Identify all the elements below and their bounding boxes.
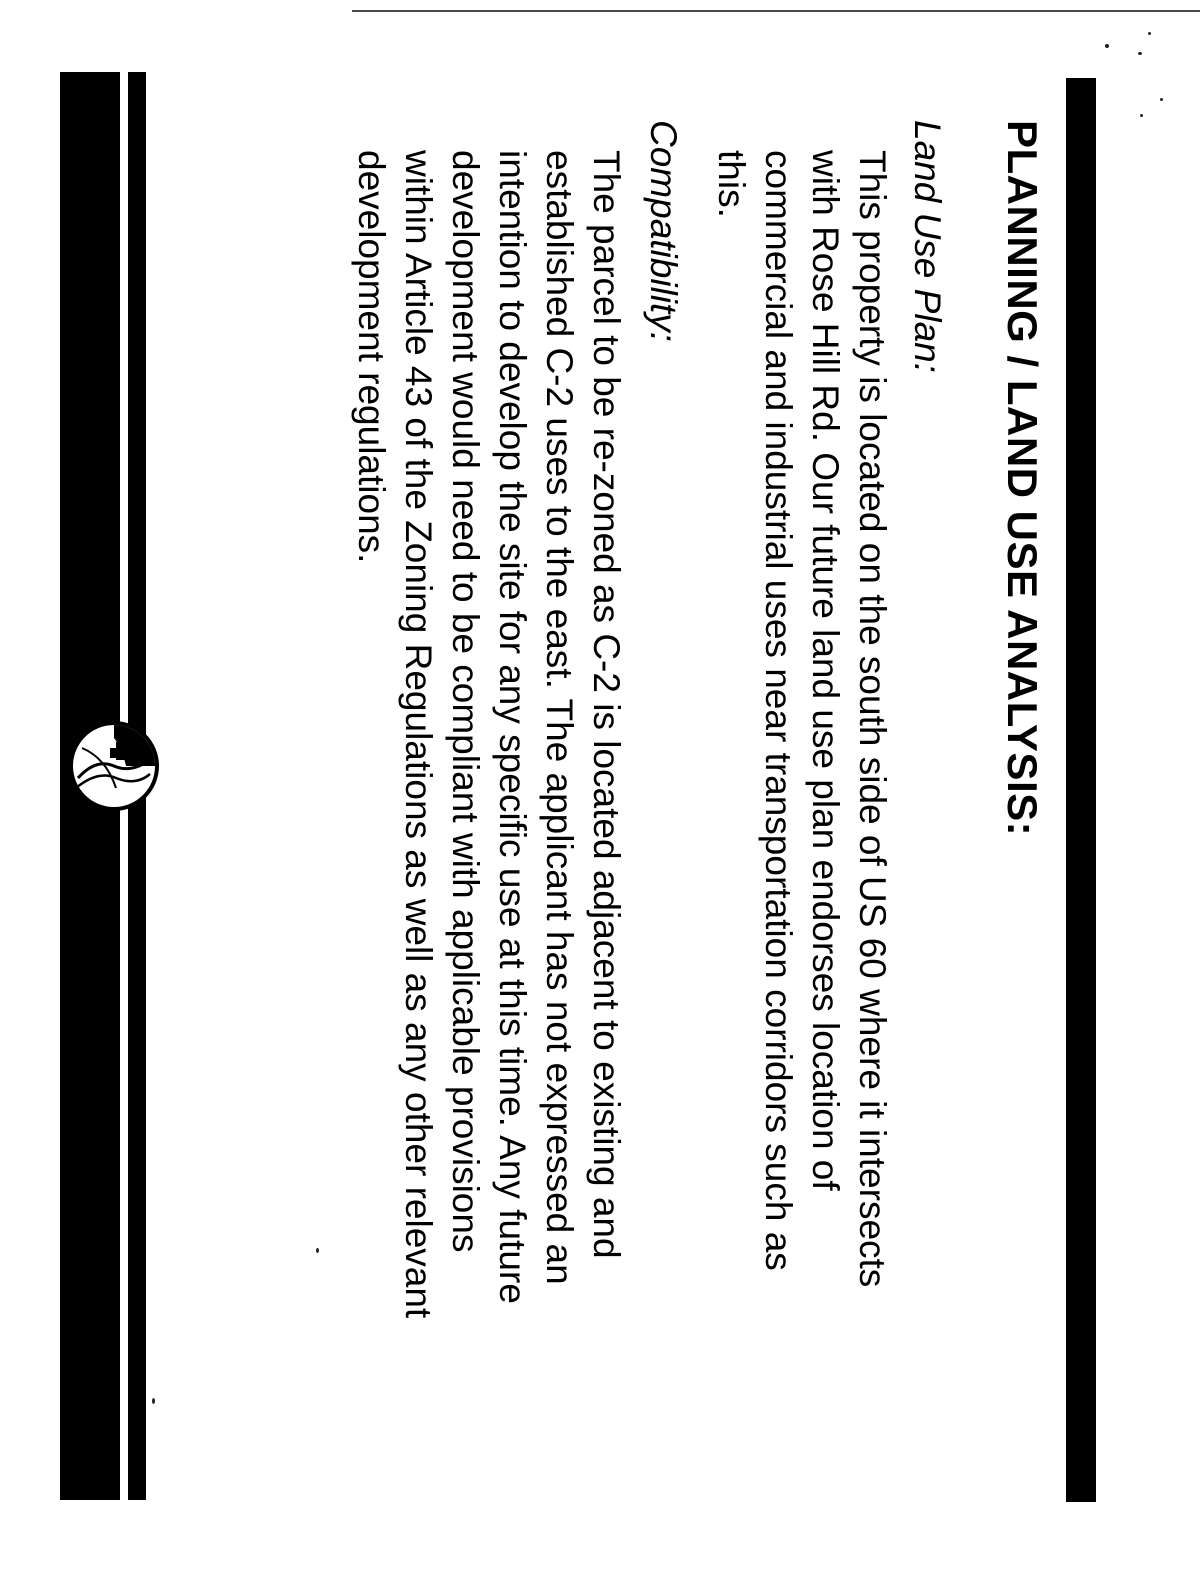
scan-speck <box>1140 114 1143 117</box>
paragraph-line: within Article 43 of the Zoning Regulations as well as any other relevant <box>398 150 439 1319</box>
land-use-plan-heading: Land Use Plan: <box>907 120 948 374</box>
compatibility-paragraph <box>348 150 630 1318</box>
scan-speck <box>1138 52 1142 55</box>
paragraph-line: established C-2 uses to the east. The applicant has not expressed an <box>539 150 580 1285</box>
rotated-slide <box>296 120 1056 1480</box>
scan-speck <box>152 1398 155 1404</box>
paragraph-line: development would need to be compliant with applicable provisions <box>445 150 486 1253</box>
paragraph-line: this. <box>711 150 752 218</box>
paragraph-line: The parcel to be re-zoned as C-2 is located adjacent to existing and <box>586 150 627 1259</box>
compatibility-heading: Compatibility: <box>643 120 684 343</box>
top-banner-bar <box>1066 78 1096 1502</box>
seal-emblem-icon <box>66 718 162 814</box>
scan-edge-line <box>352 10 1200 12</box>
paragraph-line: with Rose Hill Rd. Our future land use plan endorses location of <box>805 150 846 1191</box>
paragraph-line: commercial and industrial uses near transportation corridors such as <box>758 150 799 1271</box>
scan-speck <box>1148 32 1151 35</box>
paragraph-line: development regulations. <box>351 150 392 564</box>
page-title: PLANNING / LAND USE ANALYSIS: <box>999 120 1046 837</box>
scan-speck <box>1160 98 1163 101</box>
paragraph-line: This property is located on the south side of US 60 where it intersects <box>852 150 893 1288</box>
scan-speck <box>1105 44 1109 48</box>
land-use-plan-paragraph <box>708 150 896 1287</box>
paragraph-line: intention to develop the site for any specific use at this time. Any future <box>492 150 533 1304</box>
